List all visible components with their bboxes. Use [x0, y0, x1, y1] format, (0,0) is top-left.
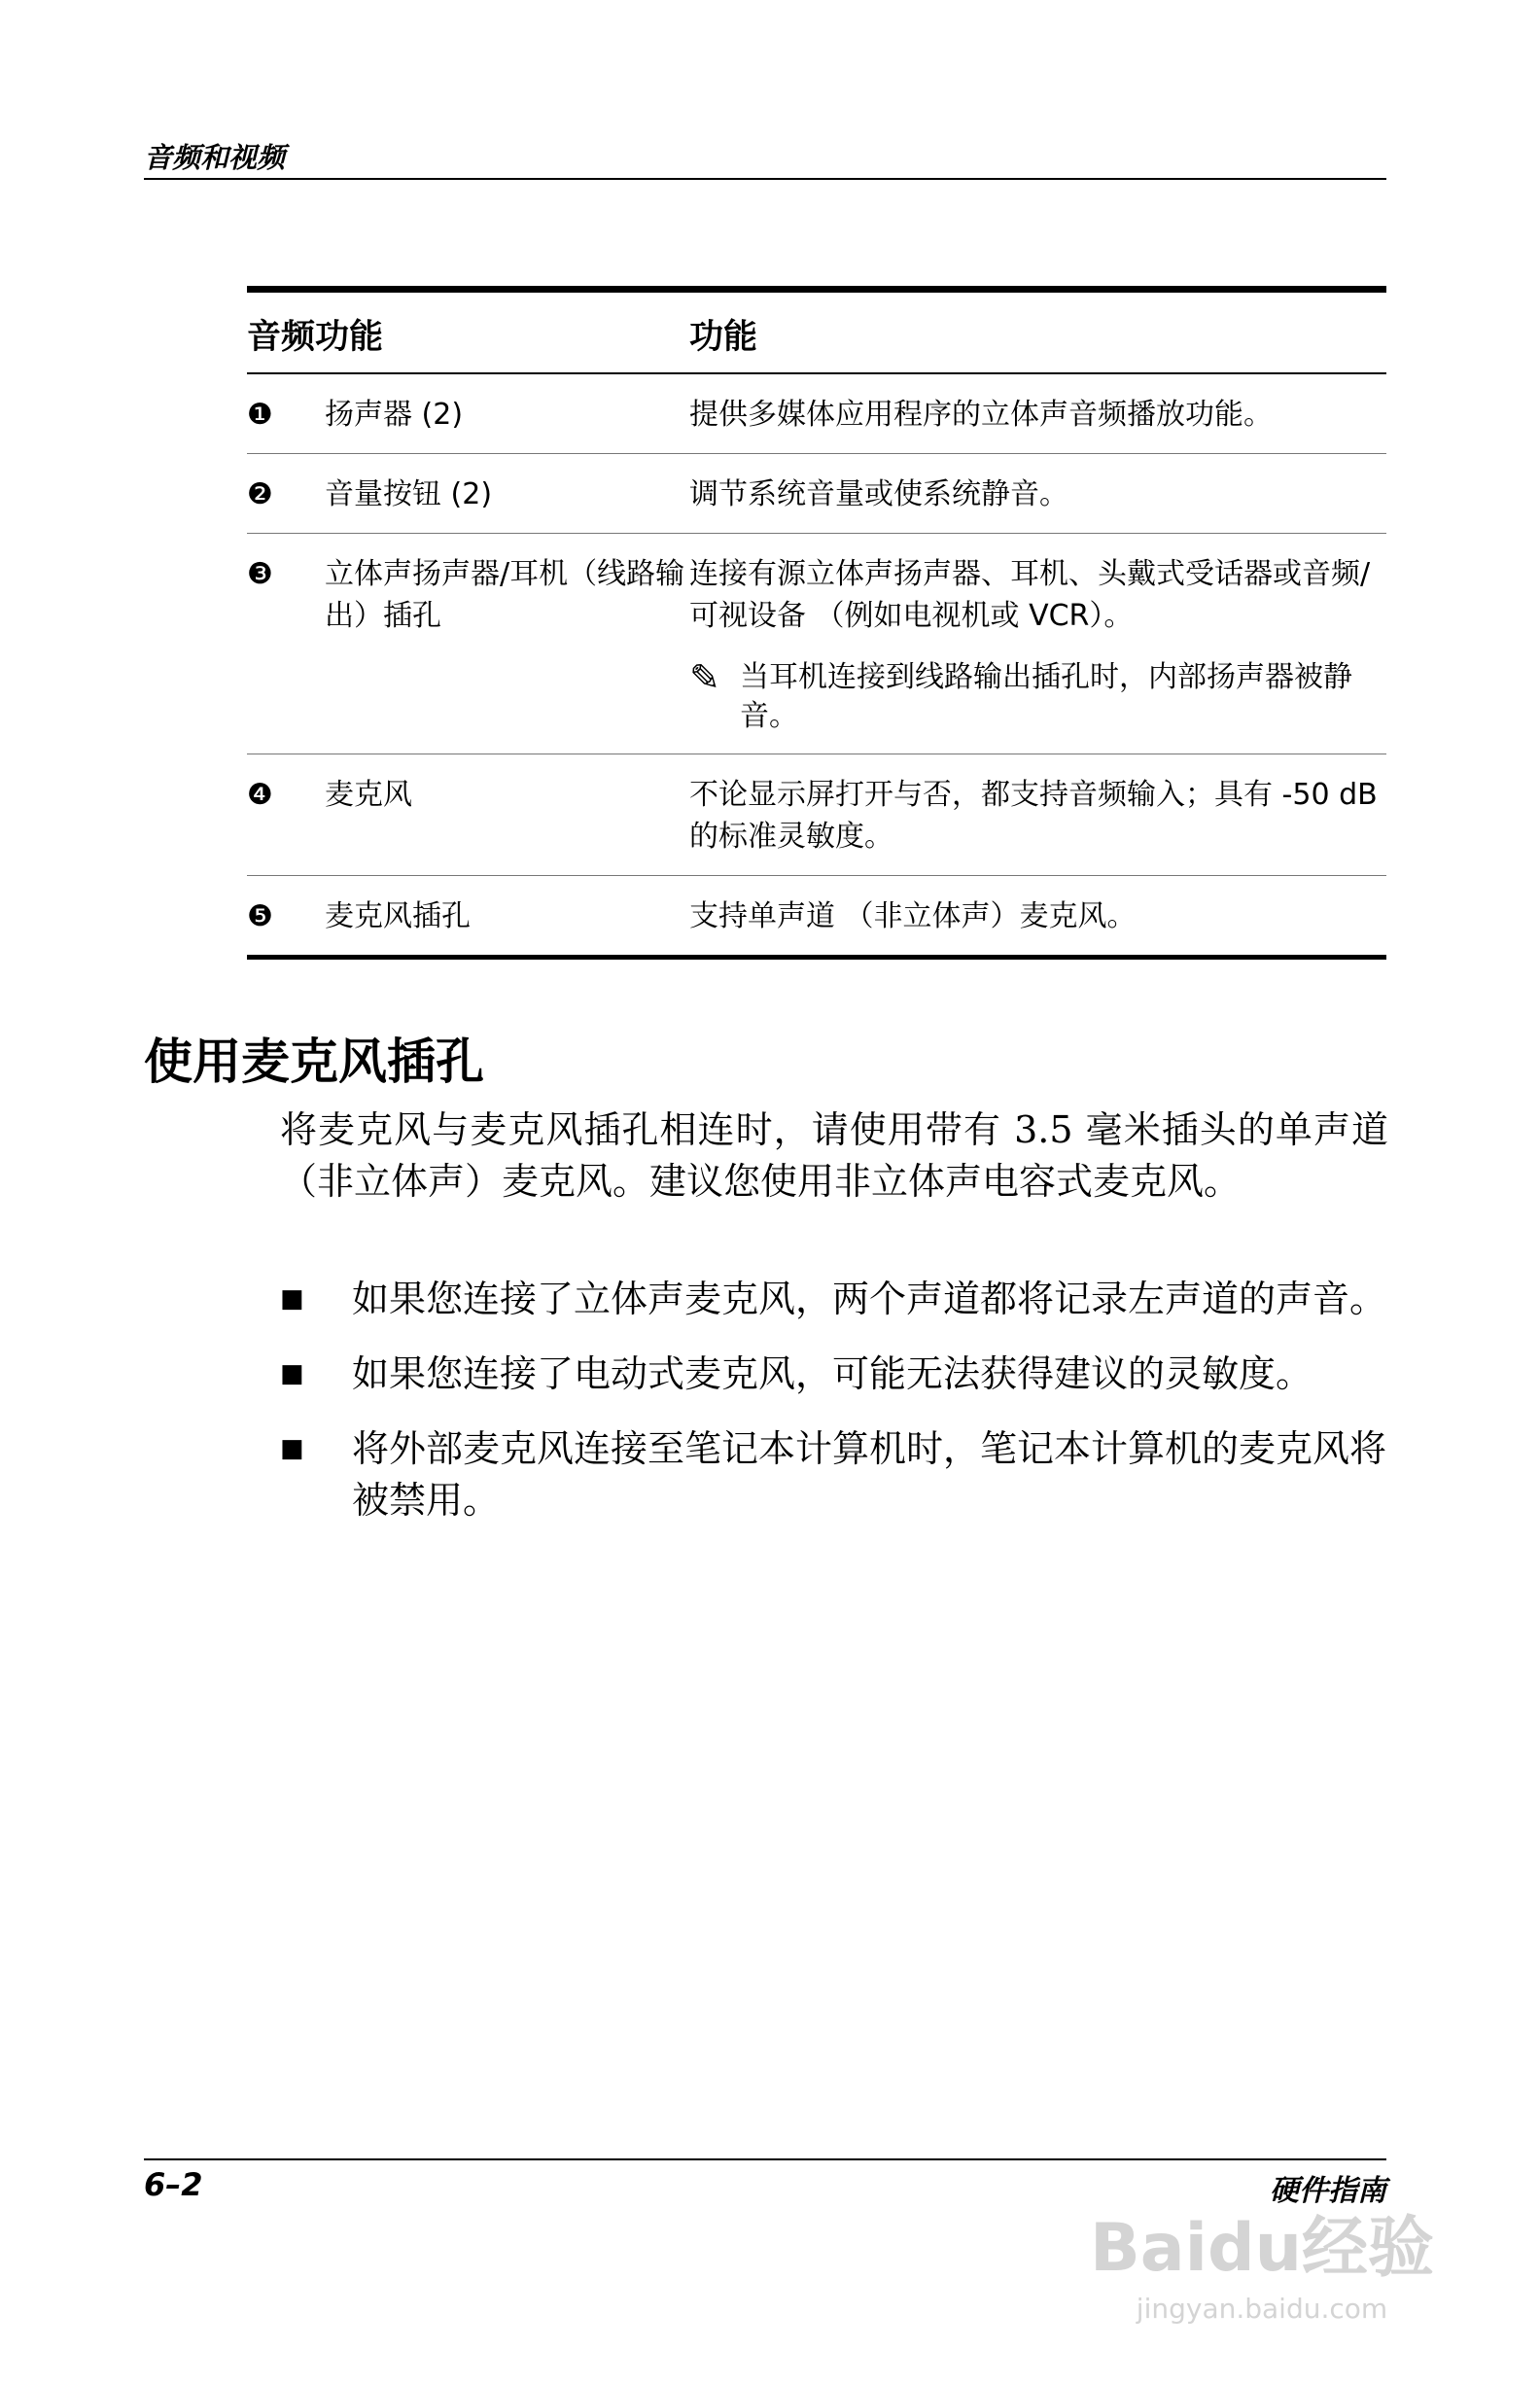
bullet-list [280, 1274, 1388, 1550]
feature-description: 调节系统音量或使系统静音。 [689, 454, 1386, 534]
table-row [247, 454, 1386, 534]
list-item-text: 将外部麦克风连接至笔记本计算机时，笔记本计算机的麦克风将被禁用。 [352, 1427, 1387, 1522]
feature-name: 立体声扬声器/耳机（线路输出）插孔 [325, 534, 689, 754]
footer-rule [144, 2158, 1386, 2160]
callout-number: ❹ [247, 754, 325, 876]
table-row [247, 373, 1386, 454]
feature-description: 提供多媒体应用程序的立体声音频播放功能。 [689, 373, 1386, 454]
feature-name: 麦克风 [325, 754, 689, 876]
watermark [1087, 2170, 1437, 2374]
square-bullet-icon: ■ [280, 1284, 304, 1314]
page-number: 6–2 [144, 2166, 203, 2203]
note [689, 658, 1386, 736]
callout-number: ❷ [247, 454, 325, 534]
feature-description-cell [689, 534, 1386, 754]
book-title: 硬件指南 [1270, 2174, 1386, 2208]
running-header: 音频和视频 [144, 141, 286, 174]
callout-number: ❺ [247, 876, 325, 958]
note-text: 当耳机连接到线路输出插孔时，内部扬声器被静音。 [740, 660, 1353, 733]
column-header-function: 功能 [689, 290, 1386, 374]
square-bullet-icon: ■ [280, 1434, 304, 1463]
list-item [280, 1349, 1388, 1400]
feature-name: 麦克风插孔 [325, 876, 689, 958]
pencil-note-icon: ✎ [689, 656, 720, 699]
feature-name: 扬声器 (2) [325, 373, 689, 454]
list-item-text: 如果您连接了立体声麦克风，两个声道都将记录左声道的声音。 [352, 1278, 1387, 1320]
feature-description: 不论显示屏打开与否，都支持音频输入；具有 -50 dB 的标准灵敏度。 [689, 754, 1386, 876]
list-item-text: 如果您连接了电动式麦克风，可能无法获得建议的灵敏度。 [352, 1352, 1313, 1395]
list-item [280, 1274, 1388, 1325]
table-row [247, 534, 1386, 754]
audio-features-table [247, 286, 1386, 960]
intro-paragraph: 将麦克风与麦克风插孔相连时，请使用带有 3.5 毫米插头的单声道 （非立体声）麦克风。建议您使用非立体声电容式麦克风。 [280, 1108, 1388, 1203]
list-item [280, 1423, 1388, 1526]
header-rule [144, 178, 1386, 180]
feature-name: 音量按钮 (2) [325, 454, 689, 534]
table-row [247, 754, 1386, 876]
column-header-feature: 音频功能 [247, 290, 689, 374]
table-row [247, 876, 1386, 958]
feature-description: 支持单声道 （非立体声）麦克风。 [689, 876, 1386, 958]
square-bullet-icon: ■ [280, 1359, 304, 1388]
table-header-row [247, 290, 1386, 374]
section-title: 使用麦克风插孔 [144, 1034, 484, 1090]
feature-description: 连接有源立体声扬声器、耳机、头戴式受话器或音频/可视设备 （例如电视机或 VCR）。 [689, 557, 1371, 633]
watermark-url: jingyan.baidu.com [1136, 2293, 1388, 2325]
callout-number: ❸ [247, 534, 325, 754]
callout-number: ❶ [247, 373, 325, 454]
watermark-brand: Baidu经验 [1089, 2210, 1435, 2287]
